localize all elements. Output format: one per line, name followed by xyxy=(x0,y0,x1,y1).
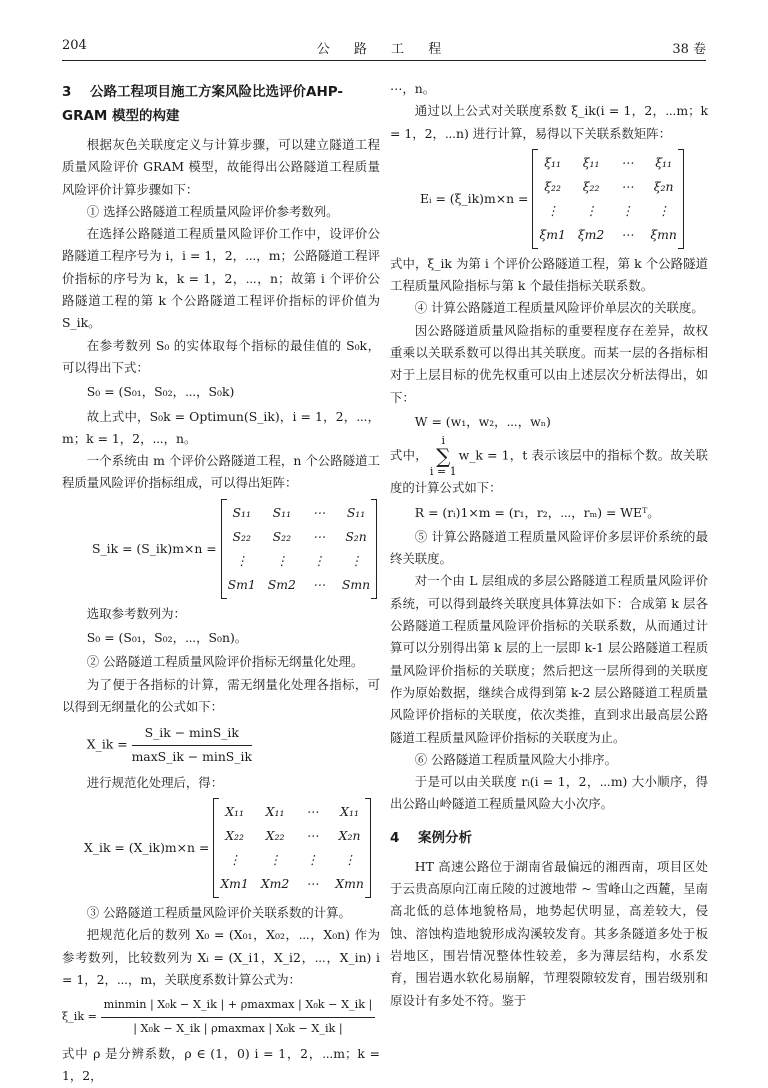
matrix-cell: ⋯ xyxy=(312,528,326,544)
matrix-cell: X₂n xyxy=(338,828,361,844)
equation-s0: S₀ = (S₀₁，S₀₂，⋯，S₀k) xyxy=(86,384,235,400)
matrix-cell: X₁₁ xyxy=(340,804,359,820)
matrix-cell: ⋮ xyxy=(621,202,634,218)
matrix-cell: Xmn xyxy=(335,876,364,892)
denominator: maxS_ik − minS_ik xyxy=(131,748,252,764)
matrix-x xyxy=(213,798,371,898)
right-column xyxy=(390,78,708,1012)
matrix-cell: S₂₂ xyxy=(232,528,251,544)
matrix-label: Eᵢ = (ξ_ik)m×n = xyxy=(420,190,529,206)
paragraph: 选取参考数列为： xyxy=(86,605,186,621)
text: w_k = 1，t 表示该层中的指标个数。故关联度的计算公式如下： xyxy=(390,447,709,496)
matrix-cell: Xm2 xyxy=(260,876,290,892)
numerator: S_ik − minS_ik xyxy=(132,722,252,745)
section-title: 案例分析 xyxy=(418,829,472,846)
volume-number: 38 卷 xyxy=(672,42,706,57)
step-1: ① 选择公路隧道工程质量风险评价参考数列。 xyxy=(86,203,339,219)
matrix-e-equation xyxy=(420,149,708,249)
matrix-cell: ⋮ xyxy=(268,852,282,868)
page-header xyxy=(62,36,706,61)
paragraph: 进行规范化处理后，得： xyxy=(86,774,224,790)
text: 式中， xyxy=(390,447,428,463)
matrix-cell: X₂₂ xyxy=(265,828,285,844)
matrix-cell: Sm2 xyxy=(267,576,296,592)
paragraph: 通过以上公式对关联度系数 ξ_ik(i = 1，2，⋯m；k = 1，2，⋯n) 进行计算，易得以下关联系数矩阵： xyxy=(390,103,708,141)
matrix-cell: X₁₁ xyxy=(265,804,285,820)
matrix-cell: S₁₁ xyxy=(346,504,366,520)
matrix-e xyxy=(532,149,684,249)
paragraph: 因公路隧道质量风险指标的重要程度存在差异，故权重乘以关联系数可以得出其关联度。而某一层的各指标相对于上层目标的优先权重可以由上述层次分析法得出，如下： xyxy=(390,322,708,405)
section-heading-3 xyxy=(62,80,380,128)
matrix-cell: ξ₁₁ xyxy=(582,154,600,170)
paragraph xyxy=(390,435,708,499)
paragraph: 故上式中，S₀k = Optimun(S_ik)，i = 1，2，⋯，m；k = 1，2，⋯，n。 xyxy=(62,408,380,446)
matrix-cell: ⋯ xyxy=(621,154,634,170)
matrix-cell: S₁₁ xyxy=(232,504,251,520)
matrix-cell: ⋯ xyxy=(306,804,319,820)
matrix-cell: ξ₁₁ xyxy=(544,154,561,170)
matrix-cell: ⋮ xyxy=(312,552,326,568)
sum-bottom: i = 1 xyxy=(429,465,457,479)
matrix-x-equation xyxy=(84,798,380,898)
equation-lhs: X_ik = xyxy=(86,736,128,752)
paragraph: 在选择公路隧道工程质量风险评价工作中，设评价公路隧道工程序号为 i，i = 1，2，⋯，m；公路隧道工程评价指标的序号为 k，k = 1，2，⋯，n；故第 i 个评价公路隧道工程的第 k 个公路隧道工程评价指标的评价值为 S_ik。 xyxy=(62,226,380,331)
paragraph: 式中 ρ 是分辨系数，ρ ∈ (1，0) i = 1，2，⋯m；k = 1，2， xyxy=(62,1045,380,1084)
matrix-cell: ξ₁₁ xyxy=(655,154,672,170)
matrix-cell: ⋯ xyxy=(306,876,319,892)
left-column xyxy=(62,78,380,1088)
matrix-cell: ξ₂n xyxy=(653,178,674,194)
matrix-cell: S₁₁ xyxy=(272,504,292,520)
equation-r: R = (rᵢ)1×m = (r₁，r₂，⋯，rₘ) = WEᵀ。 xyxy=(414,504,660,520)
matrix-label: X_ik = (X_ik)m×n = xyxy=(84,839,210,855)
paragraph: 在参考数列 S₀ 的实体取每个指标的最佳值的 S₀k，可以得出下式： xyxy=(62,337,380,375)
matrix-cell: ⋯ xyxy=(621,178,634,194)
matrix-cell: ⋮ xyxy=(343,852,356,868)
matrix-cell: ξm1 xyxy=(539,226,566,242)
matrix-cell: ξ₂₂ xyxy=(582,178,600,194)
paragraph: 式中，ξ_ik 为第 i 个评价公路隧道工程，第 k 个公路隧道工程质量风险指标与第 k 个最佳指标关联系数。 xyxy=(390,255,708,294)
matrix-cell: ξm2 xyxy=(577,226,605,242)
paragraph: 一个系统由 m 个评价公路隧道工程，n 个公路隧道工程质量风险评价指标组成，可以得出矩阵： xyxy=(62,453,380,491)
paragraph: ⋯，n。 xyxy=(390,81,436,96)
page-number: 204 xyxy=(62,38,87,53)
matrix-cell: X₁₁ xyxy=(225,804,244,820)
matrix-cell: S₂n xyxy=(345,528,367,544)
matrix-cell: S₂₂ xyxy=(272,528,292,544)
matrix-s-equation xyxy=(92,499,380,599)
matrix-cell: Sm1 xyxy=(227,576,256,592)
equation-reference: S₀ = (S₀₁，S₀₂，⋯，S₀n)。 xyxy=(86,630,248,646)
matrix-cell: ξ₂₂ xyxy=(544,178,561,194)
equation-w: W = (w₁，w₂，⋯，wₙ) xyxy=(414,413,551,429)
paragraph: 把规范化后的数列 X₀ = (X₀₁，X₀₂，⋯，X₀n) 作为参考数列，比较数列为 Xᵢ = (X_i1，X_i2，⋯，X_in) i = 1，2，⋯，m，关联度系数计算公式为： xyxy=(62,927,380,988)
matrix-cell: ⋯ xyxy=(312,504,326,520)
sigma-icon: ∑ xyxy=(436,444,451,469)
matrix-cell: ⋮ xyxy=(349,552,363,568)
matrix-cell: ⋯ xyxy=(306,828,319,844)
matrix-cell: ξmn xyxy=(650,226,677,242)
section-number: 4 xyxy=(390,829,400,846)
step-3: ③ 公路隧道工程质量风险评价关联系数的计算。 xyxy=(86,905,351,921)
fraction xyxy=(132,722,252,768)
matrix-cell: ⋮ xyxy=(235,552,248,568)
step-2: ② 公路隧道工程质量风险评价指标无纲量化处理。 xyxy=(86,654,364,670)
paragraph: 于是可以由关联度 rᵢ(i = 1，2，⋯m) 大小顺序，得出公路山岭隧道工程质量风险大小次序。 xyxy=(390,774,708,812)
matrix-cell: ⋮ xyxy=(546,202,559,218)
matrix-s xyxy=(221,499,377,599)
paragraph: 为了便于各指标的计算，需无纲量化处理各指标，可以得到无纲量化的公式如下： xyxy=(62,676,380,714)
step-5: ⑤ 计算公路隧道工程质量风险评价多层评价系统的最终关联度。 xyxy=(390,528,708,567)
matrix-cell: ⋮ xyxy=(228,852,241,868)
matrix-cell: ⋮ xyxy=(657,202,670,218)
matrix-cell: ⋮ xyxy=(275,552,289,568)
journal-title: 公 路 工 程 xyxy=(316,42,452,57)
equation-normalize xyxy=(87,722,380,768)
section-number: 3 xyxy=(62,84,72,100)
paragraph: 对一个由 L 层组成的多层公路隧道工程质量风险评价系统，可以得到最终关联度具体算法如下：合成第 k 层各公路隧道工程质量风险评价指标的关联系数，从而通过计算可以分别得出第 k 层的上一层即 k-1 层公路隧道工程质量风险评价指标的关联度；然后把这一层所得到的关联度作为原始数据，继续合成得到第 k-2 层公路隧道工程质量风险评价指标的关联度，依次类推，直到求出最高层公路隧道工程质量风险评价指标的关联度为止。 xyxy=(390,573,708,745)
section-title: 公路工程项目施工方案风险比选评价AHP-GRAM 模型的构建 xyxy=(62,84,344,124)
matrix-cell: Xm1 xyxy=(220,876,249,892)
denominator: | X₀k − X_ik | ρmaxmax | X₀k − X_ik | xyxy=(133,1021,343,1035)
matrix-cell: X₂₂ xyxy=(225,828,244,844)
equation-lhs: ξ_ik = xyxy=(62,1010,98,1024)
matrix-cell: ⋯ xyxy=(621,226,634,242)
step-4: ④ 计算公路隧道工程质量风险评价单层次的关联度。 xyxy=(414,300,704,316)
section-heading-4 xyxy=(390,826,708,850)
summation xyxy=(430,435,457,477)
paragraph: HT 高速公路位于湖南省最偏远的湘西南，项目区处于云贵高原向江南丘陵的过渡地带 ~ 雪峰山之西麓，呈南高北低的总体地貌格局，地势起伏明显，高差较大，侵蚀、溶蚀构造地貌形成沟溪较发育。其多条隧道多处于板岩地区，围岩情况整体性较差，多为薄层结构，水系发育，围岩遇水软化易崩解，节理裂隙较发育，围岩级别和原设计有多处不符。鉴于 xyxy=(390,858,708,1008)
matrix-cell: ⋮ xyxy=(584,202,598,218)
matrix-cell: ⋯ xyxy=(312,576,326,592)
matrix-label: S_ik = (S_ik)m×n = xyxy=(92,540,217,556)
sum-top: i xyxy=(441,434,445,448)
step-6: ⑥ 公路隧道工程质量风险大小排序。 xyxy=(414,751,617,767)
numerator: minmin | X₀k − X_ik | + ρmaxmax | X₀k − X_ik | xyxy=(101,994,376,1017)
paragraph: 根据灰色关联度定义与计算步骤，可以建立隧道工程质量风险评价 GRAM 模型，故能得出公路隧道工程质量风险评价计算步骤如下： xyxy=(62,137,380,197)
fraction xyxy=(101,994,376,1040)
equation-xi xyxy=(62,994,380,1040)
matrix-cell: Smn xyxy=(341,576,371,592)
matrix-cell: ⋮ xyxy=(306,852,319,868)
